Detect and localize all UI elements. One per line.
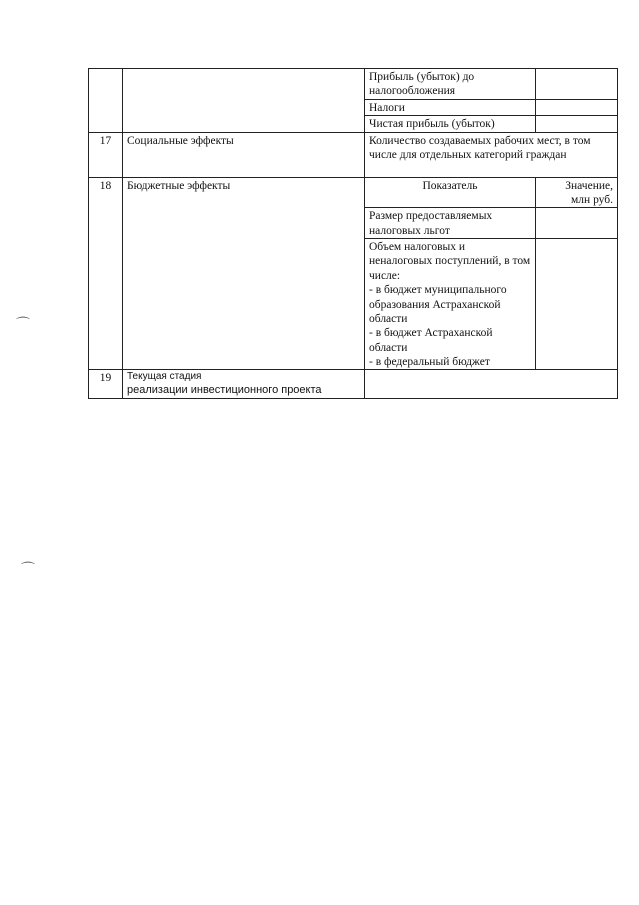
scan-mark-lower: ⌒ <box>21 562 35 578</box>
row-number-19: 19 <box>89 370 123 399</box>
taxes-value <box>536 99 618 115</box>
current-stage-label <box>123 370 365 399</box>
social-effects-label: Социальные эффекты <box>123 132 365 177</box>
table-row-18-header <box>89 177 618 208</box>
profit-before-tax-label: Прибыль (убыток) до налогообложения <box>365 69 536 100</box>
row-number-17: 17 <box>89 132 123 177</box>
table-row-19 <box>89 370 618 399</box>
net-profit-value <box>536 116 618 132</box>
current-stage-line-2: реализации инвестиционного проекта <box>127 383 322 396</box>
tax-benefits-label: Размер предоставляемых налоговых льгот <box>365 208 536 239</box>
scan-mark-upper: ⌒ <box>16 317 30 333</box>
profit-before-tax-value <box>536 69 618 100</box>
value-header: Значение, млн руб. <box>536 177 618 208</box>
table-row-profit <box>89 69 618 100</box>
current-stage-line-1: Текущая стадия <box>127 371 202 383</box>
budget-effects-label: Бюджетные эффекты <box>123 177 365 370</box>
net-profit-label: Чистая прибыль (убыток) <box>365 116 536 132</box>
indicator-header: Показатель <box>365 177 536 208</box>
number-cell-continued <box>89 69 123 133</box>
investment-project-table <box>88 68 618 399</box>
revenues-value <box>536 239 618 370</box>
revenues-label: Объем налоговых и неналоговых поступлений, в том числе: - в бюджет муниципального образования Астраханской области - в бюджет Астраханской области - в федеральный бюджет <box>365 239 536 370</box>
table-row-17 <box>89 132 618 177</box>
taxes-label: Налоги <box>365 99 536 115</box>
social-effects-content: Количество создаваемых рабочих мест, в том числе для отдельных категорий граждан <box>365 132 618 177</box>
name-cell-continued <box>123 69 365 133</box>
current-stage-value <box>365 370 618 399</box>
tax-benefits-value <box>536 208 618 239</box>
row-number-18: 18 <box>89 177 123 370</box>
